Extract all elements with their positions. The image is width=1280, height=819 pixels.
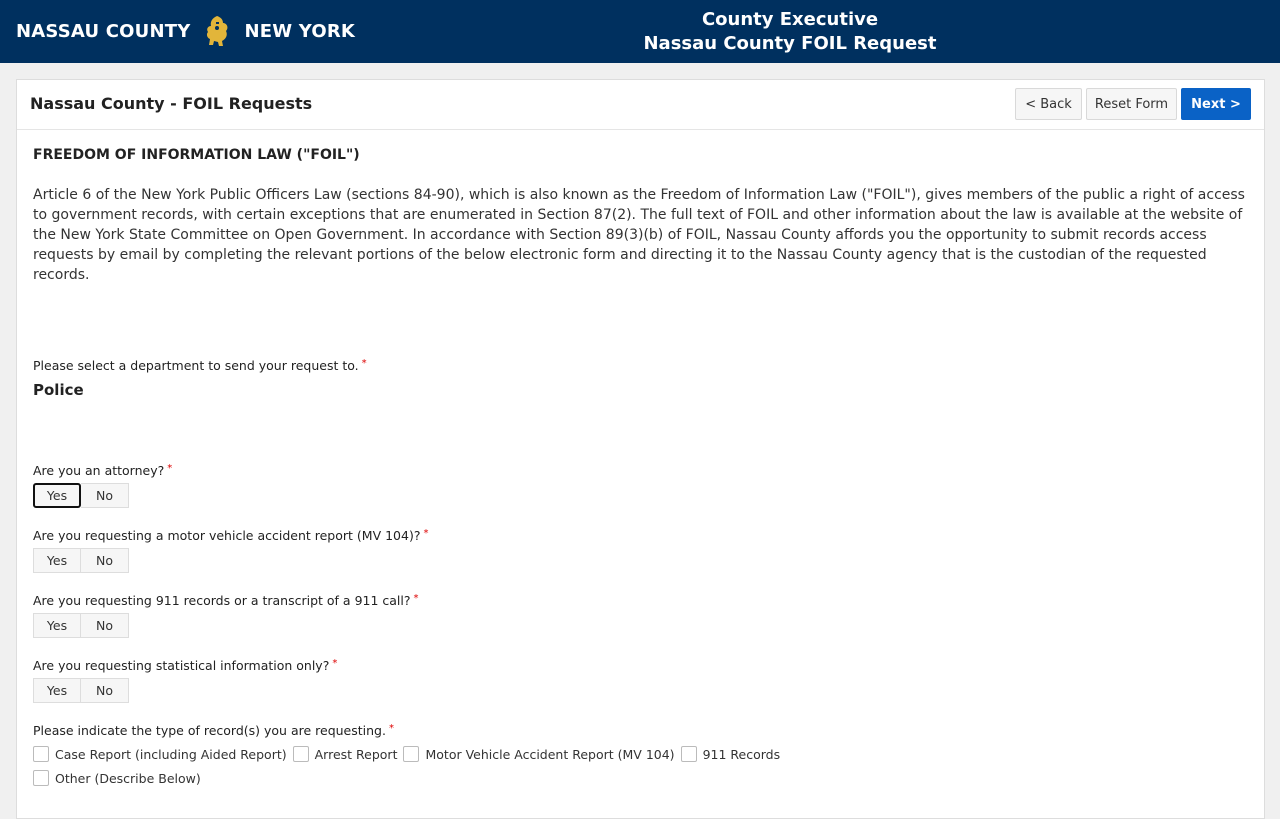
department-value[interactable]: Police — [33, 381, 84, 399]
records-911-no-button[interactable]: No — [81, 613, 129, 638]
card-title: Nassau County - FOIL Requests — [30, 94, 313, 113]
mv104-yes-button[interactable]: Yes — [33, 548, 81, 573]
record-type-other[interactable] — [33, 770, 201, 786]
record-type-options-row2 — [33, 770, 207, 786]
attorney-question — [33, 463, 172, 478]
required-mark: * — [388, 723, 394, 734]
record-type-case-report[interactable] — [33, 746, 287, 762]
required-mark: * — [167, 463, 173, 474]
header-title-line1: County Executive — [701, 9, 879, 30]
required-mark: * — [423, 528, 429, 539]
top-banner — [0, 0, 1280, 63]
option-label: Arrest Report — [314, 746, 398, 762]
checkbox[interactable] — [33, 770, 49, 786]
records-911-yes-button[interactable]: Yes — [33, 613, 81, 638]
record-type-arrest-report[interactable] — [293, 746, 398, 762]
required-mark: * — [413, 593, 419, 604]
record-type-options-row1 — [33, 746, 786, 762]
statistical-toggle — [33, 678, 129, 703]
mv104-question-text: Are you requesting a motor vehicle accident report (MV 104)? — [33, 528, 421, 543]
department-label-text: Please select a department to send your request to. — [33, 358, 359, 373]
back-button[interactable]: < Back — [1015, 88, 1082, 120]
statistical-question-text: Are you requesting statistical information only? — [33, 658, 330, 673]
reset-form-button[interactable]: Reset Form — [1086, 88, 1177, 120]
mv104-no-button[interactable]: No — [81, 548, 129, 573]
county-brand — [16, 14, 355, 48]
foil-intro-text: Article 6 of the New York Public Officers Law (sections 84-90), which is also known as the Freedom of Information Law ("FOIL"), gives members of the public a right of access to government records, with certain exceptions that are enumerated in Section 87(2). The full text of FOIL and other information about the law is available at the website of the New York State Committee on Open Government. In accordance with Section 89(3)(b) of FOIL, Nassau County affords you the opportunity to submit records access requests by email by completing the relevant portions of the below electronic form and directing it to the Nassau County agency that is the custodian of the requested records. — [33, 187, 1245, 283]
records-911-question-text: Are you requesting 911 records or a transcript of a 911 call? — [33, 593, 411, 608]
checkbox[interactable] — [33, 746, 49, 762]
attorney-yes-button[interactable]: Yes — [33, 483, 81, 508]
option-label: Case Report (including Aided Report) — [55, 746, 287, 762]
mv104-question — [33, 528, 428, 543]
statistical-question — [33, 658, 337, 673]
attorney-no-button[interactable]: No — [81, 483, 129, 508]
record-type-911-records[interactable] — [681, 746, 781, 762]
brand-left-text: NASSAU COUNTY — [16, 20, 191, 42]
mv104-toggle — [33, 548, 129, 573]
attorney-question-text: Are you an attorney? — [33, 463, 165, 478]
statistical-no-button[interactable]: No — [81, 678, 129, 703]
attorney-toggle — [33, 483, 129, 508]
checkbox[interactable] — [681, 746, 697, 762]
records-911-toggle — [33, 613, 129, 638]
foil-heading: FREEDOM OF INFORMATION LAW ("FOIL") — [33, 147, 360, 163]
record-type-mv104[interactable] — [403, 746, 674, 762]
card-header — [17, 80, 1264, 130]
checkbox[interactable] — [293, 746, 309, 762]
records-911-question — [33, 593, 419, 608]
next-button[interactable]: Next > — [1181, 88, 1251, 120]
checkbox[interactable] — [403, 746, 419, 762]
required-mark: * — [332, 658, 338, 669]
option-label: Other (Describe Below) — [55, 770, 201, 786]
page-header-title — [600, 8, 980, 56]
option-label: Motor Vehicle Accident Report (MV 104) — [425, 746, 675, 762]
brand-right-text: NEW YORK — [244, 20, 356, 42]
lion-seal-icon — [202, 14, 232, 48]
header-title-line2: Nassau County FOIL Request — [643, 33, 937, 54]
record-type-question-text: Please indicate the type of record(s) you are requesting. — [33, 723, 386, 738]
required-mark: * — [361, 358, 367, 369]
option-label: 911 Records — [702, 746, 781, 762]
statistical-yes-button[interactable]: Yes — [33, 678, 81, 703]
department-label — [33, 358, 367, 373]
foil-request-card — [16, 79, 1265, 819]
record-type-question — [33, 723, 394, 738]
